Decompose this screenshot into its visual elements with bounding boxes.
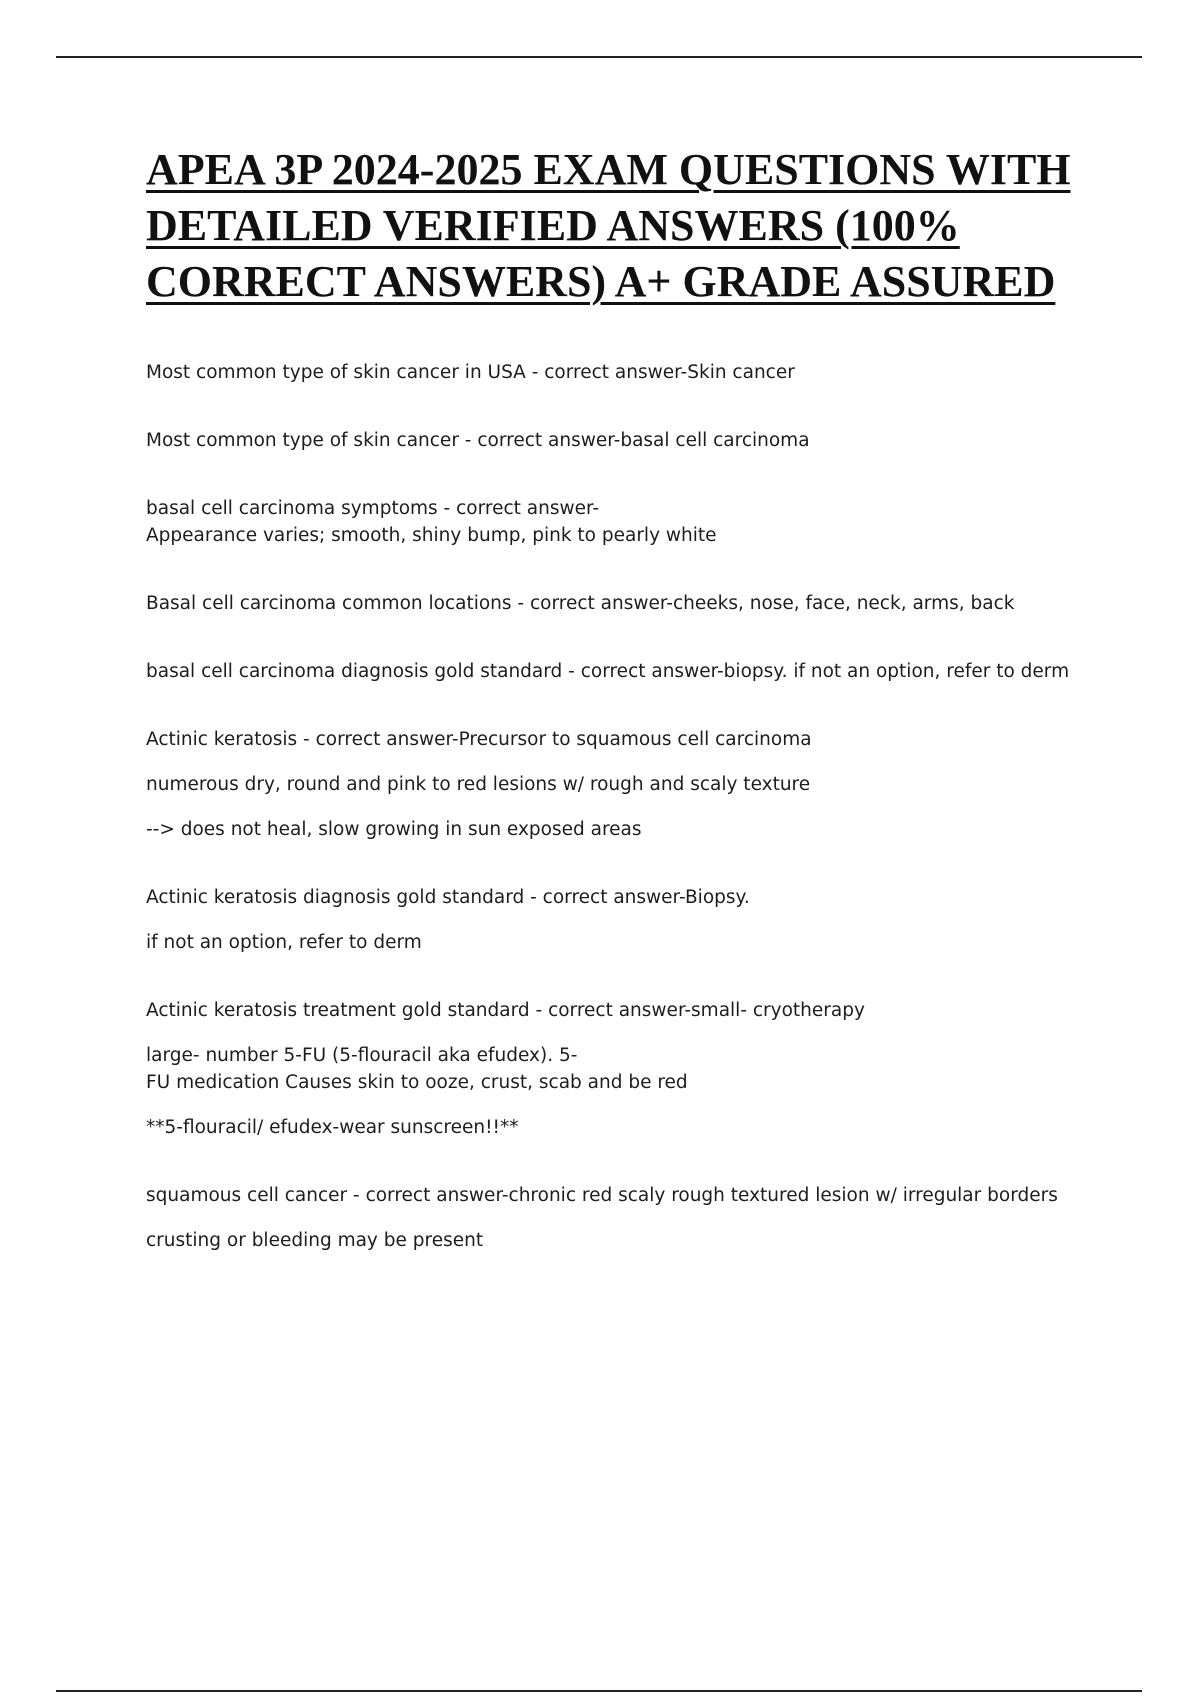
title-line: APEA 3P 2024-2025 EXAM QUESTIONS WITH bbox=[146, 145, 1071, 194]
qa-entry bbox=[146, 498, 1106, 547]
qa-entry bbox=[146, 661, 1106, 683]
qa-entry bbox=[146, 729, 1106, 841]
qa-line: basal cell carcinoma symptoms - correct answer- bbox=[146, 498, 600, 519]
title-line: CORRECT ANSWERS) A+ GRADE ASSURED bbox=[146, 257, 1056, 306]
document-title bbox=[146, 142, 1106, 310]
qa-entry bbox=[146, 430, 1106, 452]
qa-entry bbox=[146, 593, 1106, 615]
qa-line: Actinic keratosis - correct answer-Precursor to squamous cell carcinoma bbox=[146, 729, 812, 750]
qa-line: basal cell carcinoma diagnosis gold standard - correct answer-biopsy. if not an option, refer to derm bbox=[146, 661, 1070, 682]
bottom-rule bbox=[56, 1690, 1142, 1692]
qa-line: numerous dry, round and pink to red lesions w/ rough and scaly texture bbox=[146, 774, 811, 795]
qa-line: Most common type of skin cancer in USA - correct answer-Skin cancer bbox=[146, 362, 795, 383]
qa-line: squamous cell cancer - correct answer-chronic red scaly rough textured lesion w/ irregular borders bbox=[146, 1185, 1058, 1206]
qa-line: Most common type of skin cancer - correct answer-basal cell carcinoma bbox=[146, 430, 810, 451]
qa-line: crusting or bleeding may be present bbox=[146, 1230, 484, 1251]
qa-line: Appearance varies; smooth, shiny bump, pink to pearly white bbox=[146, 525, 717, 546]
qa-line: --> does not heal, slow growing in sun exposed areas bbox=[146, 819, 642, 840]
qa-line: Basal cell carcinoma common locations - correct answer-cheeks, nose, face, neck, arms, back bbox=[146, 593, 1015, 614]
qa-line: Actinic keratosis diagnosis gold standard - correct answer-Biopsy. bbox=[146, 887, 750, 908]
qa-line: **5-flouracil/ efudex-wear sunscreen!!** bbox=[146, 1117, 519, 1138]
qa-entry bbox=[146, 887, 1106, 954]
qa-entry bbox=[146, 1185, 1106, 1252]
qa-line: if not an option, refer to derm bbox=[146, 932, 422, 953]
qa-line: FU medication Causes skin to ooze, crust, scab and be red bbox=[146, 1072, 688, 1093]
qa-line: large- number 5-FU (5-flouracil aka efudex). 5- bbox=[146, 1045, 578, 1066]
qa-entry bbox=[146, 1000, 1106, 1139]
top-rule bbox=[56, 56, 1142, 58]
qa-line: Actinic keratosis treatment gold standard - correct answer-small- cryotherapy bbox=[146, 1000, 865, 1021]
qa-list bbox=[146, 362, 1106, 1298]
title-line: DETAILED VERIFIED ANSWERS (100% bbox=[146, 201, 960, 250]
qa-entry bbox=[146, 362, 1106, 384]
